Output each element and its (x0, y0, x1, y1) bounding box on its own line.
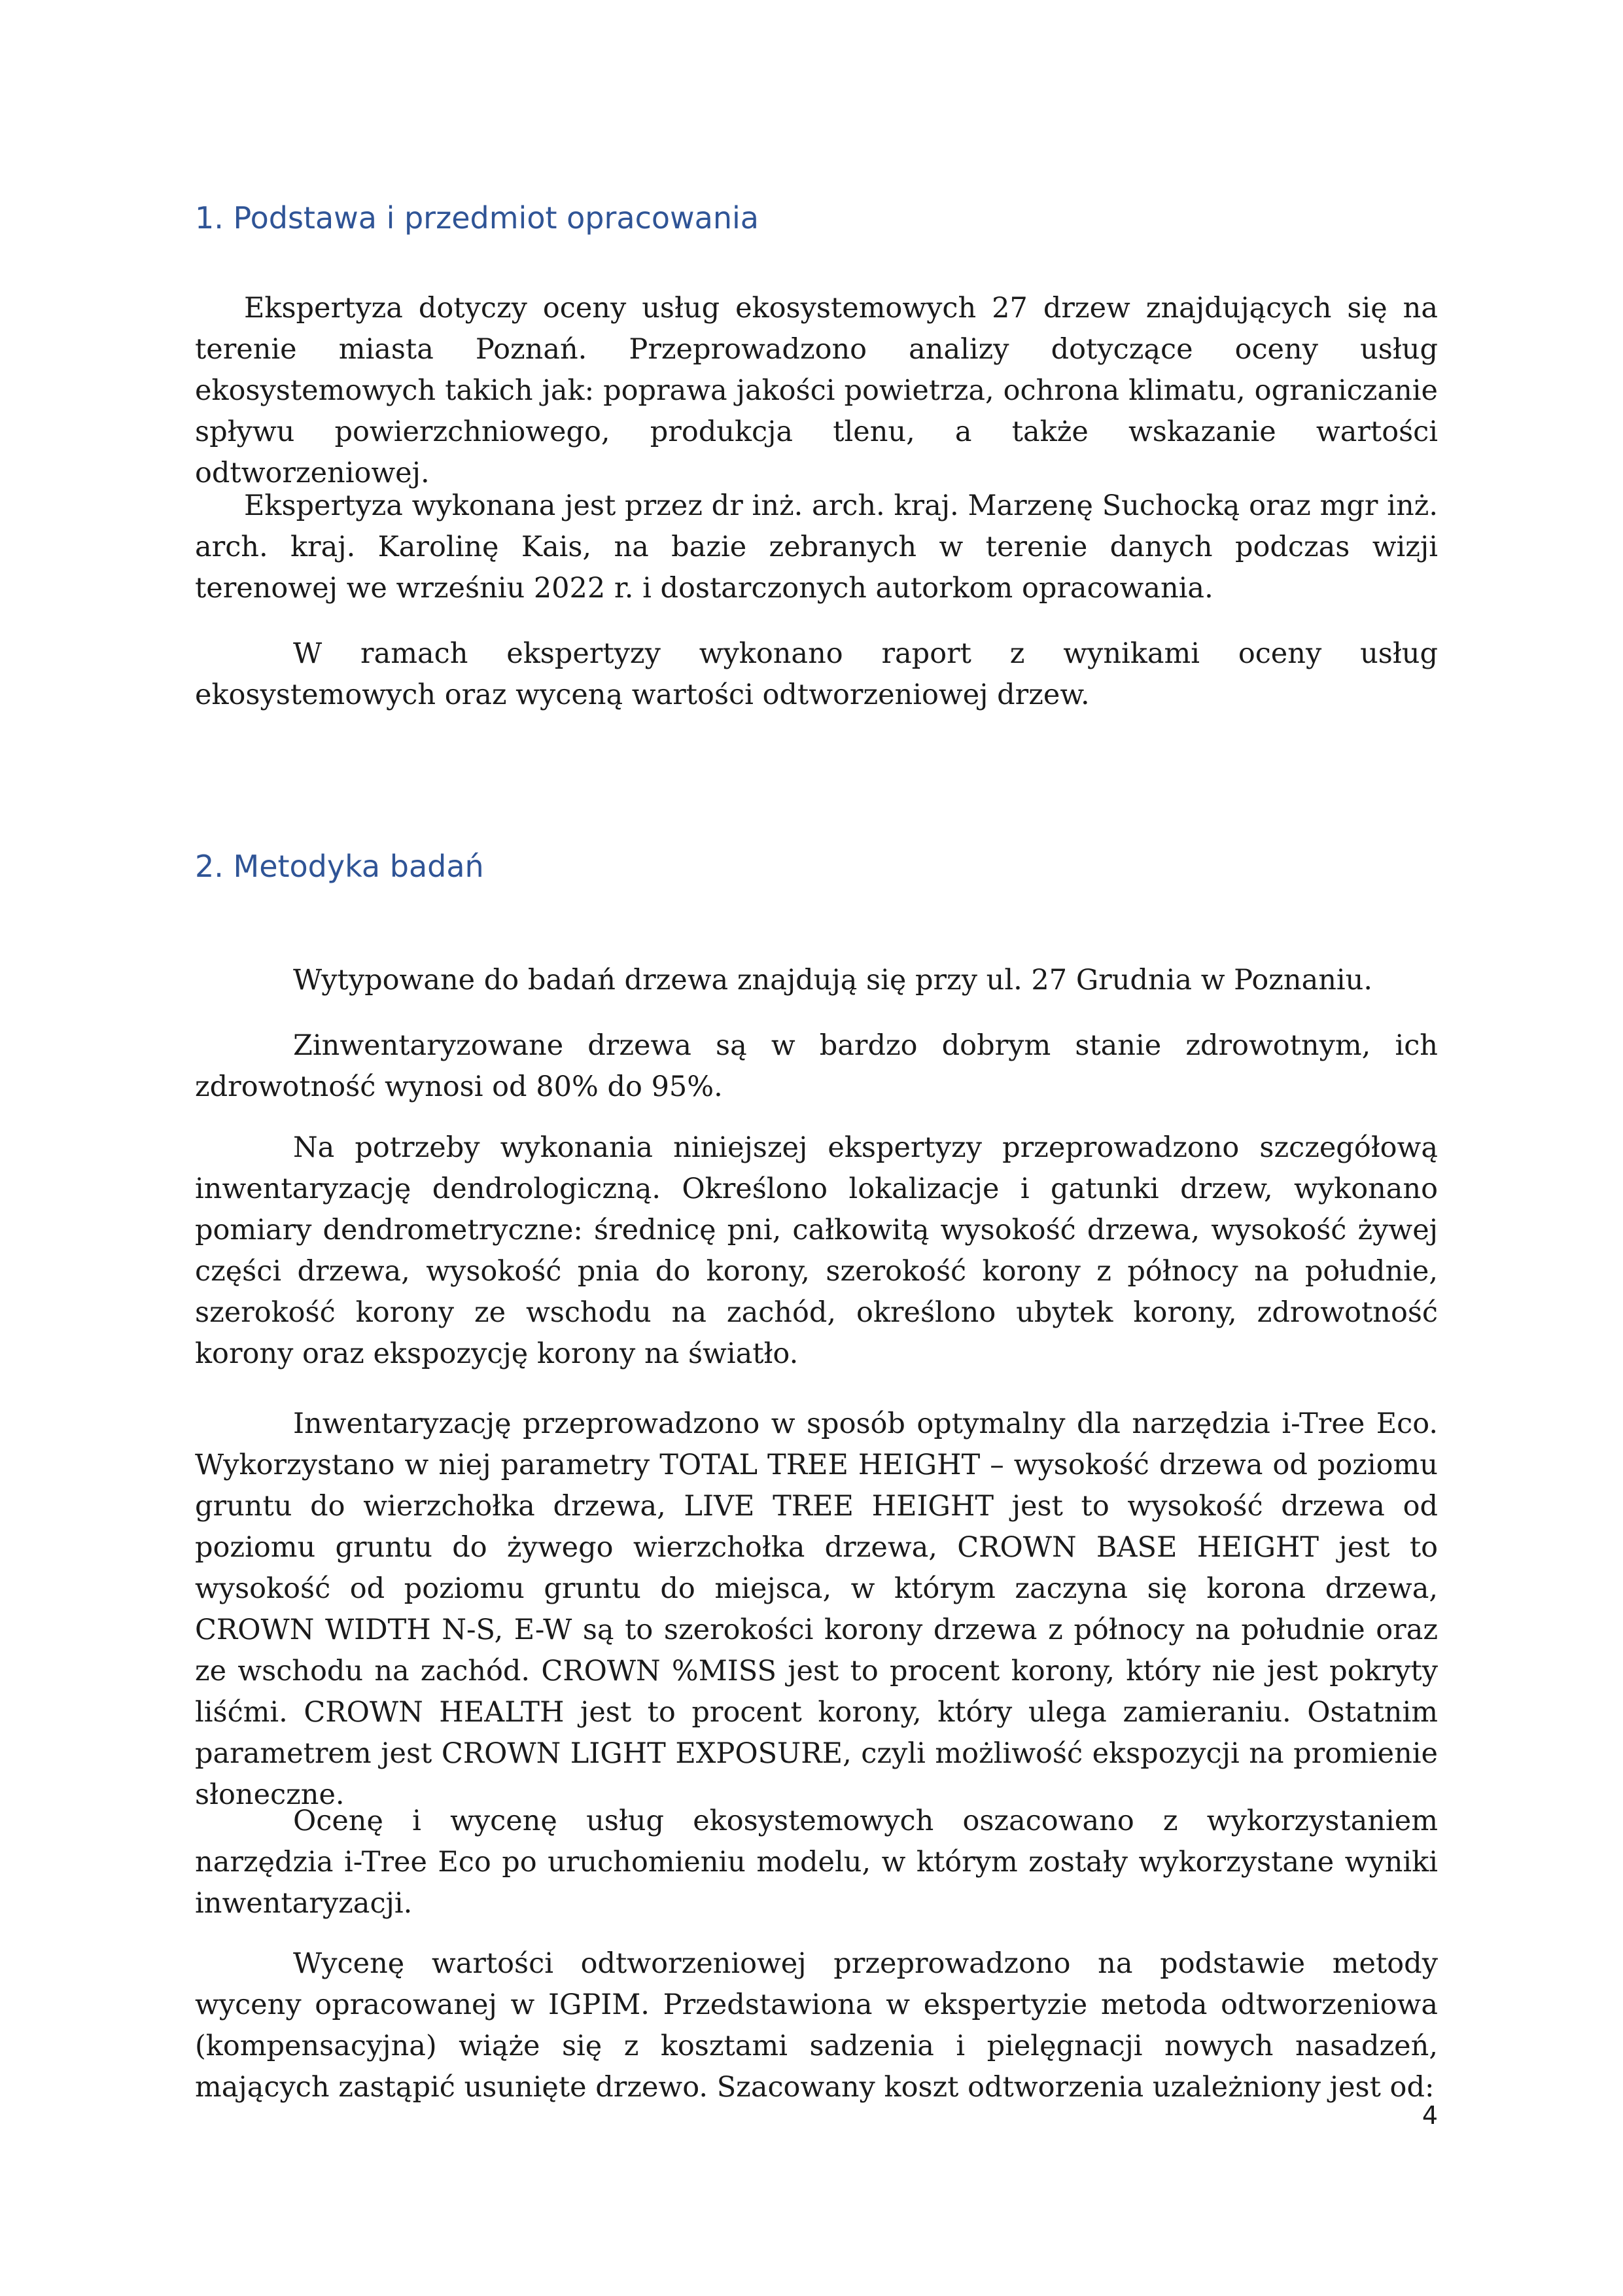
section-2-paragraph-2: Zinwentaryzowane drzewa są w bardzo dobrym stanie zdrowotnym, ich zdrowotność wynosi od 80% do 95%. (195, 1029, 1438, 1103)
section-1-paragraph-2: Ekspertyza wykonana jest przez dr inż. arch. kraj. Marzenę Suchocką oraz mgr inż. arch. kraj. Karolinę Kais, na bazie zebranych w terenie danych podczas wizji terenowej we wrześniu 2022 r. i dostarczonych autorkom opracowania. (195, 489, 1438, 605)
section-2-paragraph-1: Wytypowane do badań drzewa znajdują się przy ul. 27 Grudnia w Poznaniu. (293, 964, 1373, 997)
section-1-paragraph-3: W ramach ekspertyzy wykonano raport z wynikami oceny usług ekosystemowych oraz wyceną wartości odtworzeniowej drzew. (195, 637, 1438, 711)
section-1-heading: 1. Podstawa i przedmiot opracowania (195, 200, 759, 236)
section-2-paragraph-6: Wycenę wartości odtworzeniowej przeprowadzono na podstawie metody wyceny opracowanej w IGPIM. Przedstawiona w ekspertyzie metoda odtworzeniowa (kompensacyjna) wiąże się z kosztami sadzenia i pielęgnacji nowych nasadzeń, mających zastąpić usunięte drzewo. Szacowany koszt odtworzenia uzależniony jest od: (195, 1947, 1438, 2104)
section-2-paragraph-5: Ocenę i wycenę usług ekosystemowych oszacowano z wykorzystaniem narzędzia i-Tree Eco po uruchomieniu modelu, w którym zostały wykorzystane wyniki inwentaryzacji. (195, 1805, 1438, 1920)
page-number: 4 (1422, 2101, 1438, 2130)
section-1-paragraph-1: Ekspertyza dotyczy oceny usług ekosystemowych 27 drzew znajdujących się na terenie miasta Poznań. Przeprowadzono analizy dotyczące oceny usług ekosystemowych takich jak: poprawa jakości powietrza, ochrona klimatu, ograniczanie spływu powierzchniowego, produkcja tlenu, a także wskazanie wartości odtworzeniowej. (195, 292, 1438, 489)
document-page (195, 0, 1438, 2296)
section-2-paragraph-4: Inwentaryzację przeprowadzono w sposób optymalny dla narzędzia i-Tree Eco. Wykorzystano w niej parametry TOTAL TREE HEIGHT – wysokość drzewa od poziomu gruntu do wierzchołka drzewa, LIVE TREE HEIGHT jest to wysokość drzewa od poziomu gruntu do żywego wierzchołka drzewa, CROWN BASE HEIGHT jest to wysokość od poziomu gruntu do miejsca, w którym zaczyna się korona drzewa, CROWN WIDTH N-S, E-W są to szerokości korony drzewa z północy na południe oraz ze wschodu na zachód. CROWN %MISS jest to procent korony, który nie jest pokryty liśćmi. CROWN HEALTH jest to procent korony, który ulega zamieraniu. Ostatnim parametrem jest CROWN LIGHT EXPOSURE, czyli możliwość ekspozycji na promienie słoneczne. (195, 1407, 1438, 1811)
section-2-heading: 2. Metodyka badań (195, 849, 484, 884)
section-2-paragraph-3: Na potrzeby wykonania niniejszej ekspertyzy przeprowadzono szczegółową inwentaryzację dendrologiczną. Określono lokalizacje i gatunki drzew, wykonano pomiary dendrometryczne: średnicę pni, całkowitą wysokość drzewa, wysokość żywej części drzewa, wysokość pnia do korony, szerokość korony z północy na południe, szerokość korony ze wschodu na zachód, określono ubytek korony, zdrowotność korony oraz ekspozycję korony na światło. (195, 1131, 1438, 1370)
